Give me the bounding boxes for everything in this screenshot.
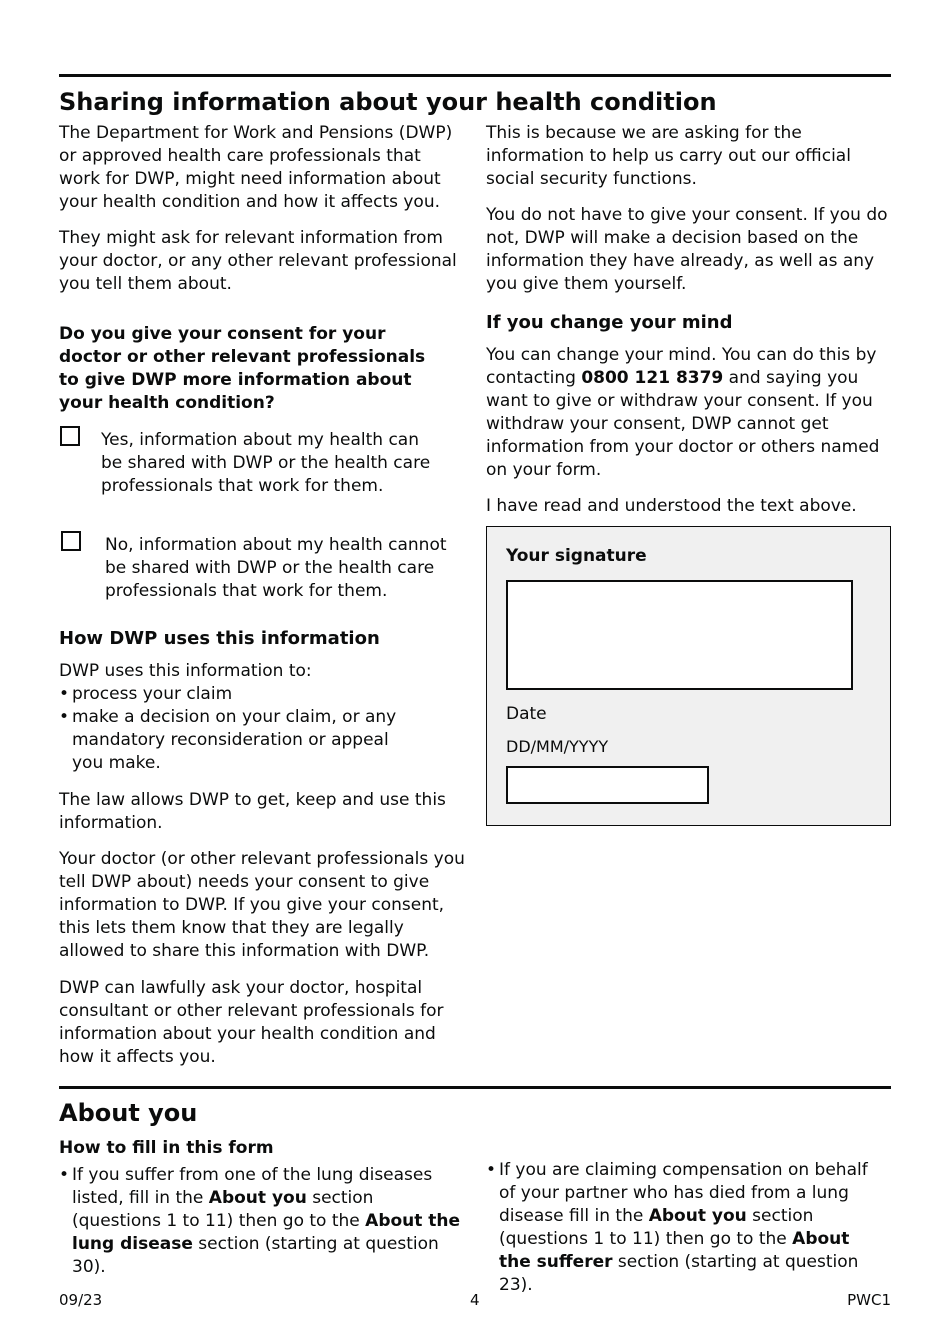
section-title-health: Sharing information about your health condition [59, 88, 717, 116]
uses-list-item: • process your claim [59, 683, 399, 706]
instruction-text: section (questions 1 to 11) then go to the [72, 1188, 374, 1231]
footer-page-number: 4 [470, 1291, 480, 1309]
section-title-about-you: About you [59, 1099, 198, 1127]
consent-no-label: No, information about my health cannot be shared with DWP or the health care professionals that work for them. [105, 535, 447, 601]
section-divider-top [59, 74, 891, 77]
instruction-text: If you are claiming compensation on behalf of your partner who has died from a lung disease fill in the [499, 1160, 868, 1226]
instruction-section-ref: About the sufferer [499, 1229, 850, 1272]
instruction-section-ref: About the lung disease [72, 1211, 461, 1254]
signature-panel [486, 526, 891, 826]
footer-date-code: 09/23 [59, 1291, 103, 1309]
change-mind-text-start: You can change your mind. You can do this by contacting [486, 345, 877, 388]
law-paragraph: The law allows DWP to get, keep and use this information. [59, 790, 446, 833]
fill-in-subheading: How to fill in this form [59, 1138, 274, 1158]
change-mind-heading: If you change your mind [486, 312, 733, 333]
date-field[interactable] [506, 766, 709, 804]
purpose-paragraph: This is because we are asking for the information to help us carry out our official social security functions. [486, 123, 851, 189]
instruction-text: section (questions 1 to 11) then go to the [499, 1206, 814, 1249]
uses-heading: How DWP uses this information [59, 628, 380, 649]
no-consent-paragraph: You do not have to give your consent. If you do not, DWP will make a decision based on the information they have already, as well as any you give them yourself. [486, 205, 888, 294]
doctor-consent-paragraph: Your doctor (or other relevant professionals you tell DWP about) needs your consent to give information to DWP. If you give your consent, this lets them know that they are legally allowed to share this information with DWP. [59, 849, 465, 961]
footer-form-code: PWC1 [847, 1291, 891, 1309]
lawful-request-paragraph: DWP can lawfully ask your doctor, hospital consultant or other relevant professionals for information about your health condition and how it affects you. [59, 978, 444, 1067]
consent-yes-label: Yes, information about my health can be shared with DWP or the health care professionals that work for them. [101, 430, 431, 496]
intro-paragraph: The Department for Work and Pensions (DWP) or approved health care professionals that work for DWP, might need information about your health condition and how it affects you. [59, 123, 453, 212]
consent-yes-checkbox[interactable] [60, 426, 80, 446]
section-divider-about-you [59, 1086, 891, 1089]
instructions-right-list [486, 1159, 886, 1297]
uses-list-item: • make a decision on your claim, or any mandatory reconsideration or appeal you make. [59, 706, 399, 775]
change-mind-text-end: and saying you want to give or withdraw your consent. If you withdraw your consent, DWP cannot get information from your doctor or others named on your form. [486, 368, 880, 480]
instruction-section-ref: About you [208, 1188, 307, 1208]
uses-intro: DWP uses this information to: [59, 661, 312, 681]
signature-field[interactable] [506, 580, 853, 690]
instruction-section-ref: About you [648, 1206, 747, 1226]
instruction-text: section (starting at question 30). [72, 1234, 439, 1277]
instruction-text: If you suffer from one of the lung diseases listed, fill in the [72, 1165, 433, 1208]
consent-no-checkbox[interactable] [61, 531, 81, 551]
consent-question: Do you give your consent for your doctor or other relevant professionals to give DWP more information about your health condition? [59, 324, 426, 413]
date-format-hint: DD/MM/YYYY [506, 737, 609, 756]
instruction-lung-disease [59, 1164, 464, 1279]
instruction-partner-died [486, 1159, 886, 1297]
signature-label: Your signature [506, 546, 647, 566]
change-mind-paragraph [486, 344, 891, 482]
helpline-phone-number: 0800 121 8379 [581, 368, 724, 388]
uses-list [59, 683, 399, 775]
instruction-text: section (starting at question 23). [499, 1252, 859, 1295]
read-statement: I have read and understood the text above. [486, 496, 857, 516]
instructions-left-list [59, 1164, 464, 1279]
relevant-info-paragraph: They might ask for relevant information from your doctor, or any other relevant professional you tell them about. [59, 228, 457, 294]
date-label: Date [506, 704, 547, 724]
